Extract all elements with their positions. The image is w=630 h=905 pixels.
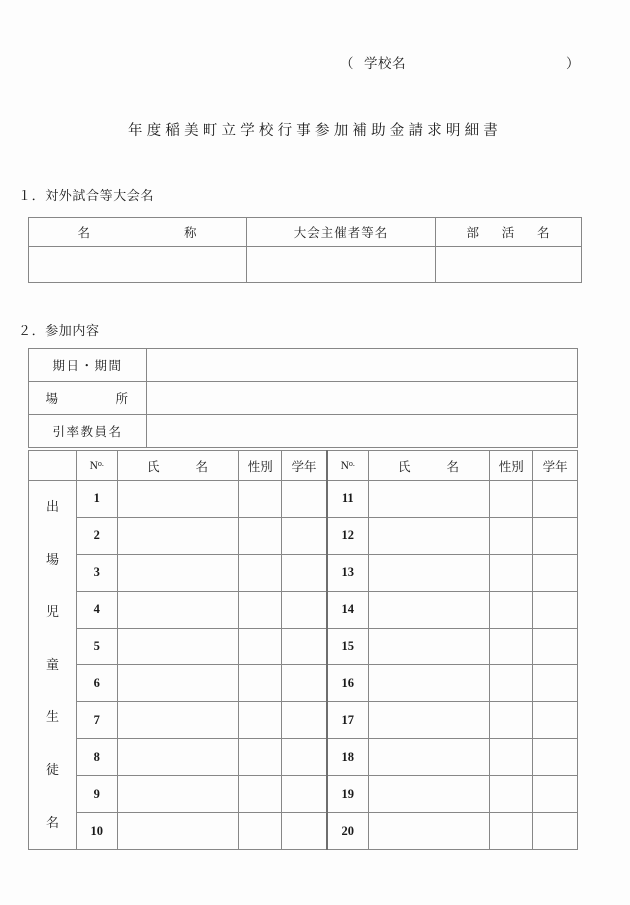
table-row bbox=[29, 813, 578, 850]
event-name-input[interactable] bbox=[29, 247, 247, 283]
row-number-left: 1 bbox=[76, 481, 117, 518]
vertical-label-char: 童 bbox=[45, 656, 59, 672]
column-header-name bbox=[29, 218, 247, 247]
column-header-name-left-text: 氏名 bbox=[146, 459, 209, 474]
table-row bbox=[29, 554, 578, 591]
row-number-left: 5 bbox=[76, 628, 117, 665]
student-gender-input-right[interactable] bbox=[490, 702, 533, 739]
student-name-input-right[interactable] bbox=[368, 702, 490, 739]
student-name-input-right[interactable] bbox=[368, 517, 490, 554]
column-header-name-left bbox=[117, 451, 239, 481]
student-name-input-right[interactable] bbox=[368, 739, 490, 776]
column-header-no-left: $N^{o.}$ bbox=[76, 451, 117, 481]
row-number-right: 16 bbox=[327, 665, 368, 702]
student-gender-input-left[interactable] bbox=[239, 776, 282, 813]
student-gender-input-right[interactable] bbox=[490, 776, 533, 813]
student-grade-input-left[interactable] bbox=[282, 481, 327, 518]
row-label-teacher: 引率教員名 bbox=[29, 415, 147, 448]
roster-header-row bbox=[29, 451, 578, 481]
row-number-left: 3 bbox=[76, 554, 117, 591]
table-row bbox=[29, 702, 578, 739]
row-number-left: 9 bbox=[76, 776, 117, 813]
row-number-left: 4 bbox=[76, 591, 117, 628]
table-row bbox=[29, 591, 578, 628]
column-header-grade-right: 学年 bbox=[533, 451, 578, 481]
student-grade-input-left[interactable] bbox=[282, 813, 327, 850]
column-header-gender-left: 性別 bbox=[239, 451, 282, 481]
student-gender-input-left[interactable] bbox=[239, 628, 282, 665]
table-row bbox=[29, 349, 578, 382]
row-number-right: 18 bbox=[327, 739, 368, 776]
student-grade-input-right[interactable] bbox=[533, 554, 578, 591]
row-number-right: 11 bbox=[327, 481, 368, 518]
paren-close: ） bbox=[566, 56, 580, 71]
school-name-field[interactable] bbox=[340, 52, 580, 72]
student-name-input-right[interactable] bbox=[368, 554, 490, 591]
student-name-input-right[interactable] bbox=[368, 591, 490, 628]
student-name-input-left[interactable] bbox=[117, 702, 239, 739]
vertical-label-char: 児 bbox=[45, 604, 59, 620]
student-gender-input-left[interactable] bbox=[239, 739, 282, 776]
student-name-input-left[interactable] bbox=[117, 813, 239, 850]
student-gender-input-right[interactable] bbox=[490, 554, 533, 591]
student-name-input-left[interactable] bbox=[117, 628, 239, 665]
column-header-grade-left: 学年 bbox=[282, 451, 327, 481]
section-1-heading: １．対外試合等大会名 bbox=[18, 188, 155, 203]
row-label-place-text: 場所 bbox=[45, 392, 130, 406]
vertical-label-char: 名 bbox=[45, 814, 59, 830]
table-row bbox=[29, 739, 578, 776]
student-gender-input-right[interactable] bbox=[490, 628, 533, 665]
student-name-input-left[interactable] bbox=[117, 776, 239, 813]
period-input[interactable] bbox=[147, 349, 578, 382]
row-number-left: 7 bbox=[76, 702, 117, 739]
roster-vertical-label bbox=[29, 481, 77, 850]
vertical-label-char: 出 bbox=[45, 499, 59, 515]
student-gender-input-left[interactable] bbox=[239, 813, 282, 850]
student-grade-input-left[interactable] bbox=[282, 628, 327, 665]
student-name-input-left[interactable] bbox=[117, 554, 239, 591]
row-number-left: 2 bbox=[76, 517, 117, 554]
row-number-right: 20 bbox=[327, 813, 368, 850]
student-gender-input-left[interactable] bbox=[239, 591, 282, 628]
table-header-row bbox=[29, 218, 582, 247]
student-gender-input-left[interactable] bbox=[239, 702, 282, 739]
row-number-right: 14 bbox=[327, 591, 368, 628]
student-gender-input-right[interactable] bbox=[490, 481, 533, 518]
teacher-input[interactable] bbox=[147, 415, 578, 448]
table-row bbox=[29, 382, 578, 415]
student-name-input-left[interactable] bbox=[117, 665, 239, 702]
student-grade-input-right[interactable] bbox=[533, 481, 578, 518]
row-number-left: 8 bbox=[76, 739, 117, 776]
row-number-left: 10 bbox=[76, 813, 117, 850]
column-header-no-right: $N^{o.}$ bbox=[327, 451, 368, 481]
student-grade-input-left[interactable] bbox=[282, 665, 327, 702]
student-name-input-right[interactable] bbox=[368, 481, 490, 518]
no-superscript: o. bbox=[97, 459, 104, 469]
row-number-right: 19 bbox=[327, 776, 368, 813]
student-grade-input-left[interactable] bbox=[282, 554, 327, 591]
row-number-right: 13 bbox=[327, 554, 368, 591]
page-title: 年度稲美町立学校行事参加補助金請求明細書 bbox=[128, 123, 502, 139]
student-gender-input-right[interactable] bbox=[490, 517, 533, 554]
column-header-name-right-text: 氏名 bbox=[398, 459, 460, 474]
student-gender-input-right[interactable] bbox=[490, 591, 533, 628]
student-name-input-right[interactable] bbox=[368, 776, 490, 813]
row-number-right: 15 bbox=[327, 628, 368, 665]
student-grade-input-left[interactable] bbox=[282, 776, 327, 813]
column-header-name-text: 名称 bbox=[77, 226, 198, 240]
table-row bbox=[29, 247, 582, 283]
row-number-right: 12 bbox=[327, 517, 368, 554]
row-number-left: 6 bbox=[76, 665, 117, 702]
column-header-gender-right: 性別 bbox=[490, 451, 533, 481]
student-grade-input-left[interactable] bbox=[282, 739, 327, 776]
event-host-input[interactable] bbox=[247, 247, 436, 283]
row-label-period: 期日・期間 bbox=[29, 349, 147, 382]
table-row bbox=[29, 415, 578, 448]
event-name-table bbox=[28, 217, 582, 283]
column-header-name-right bbox=[368, 451, 490, 481]
table-row bbox=[29, 517, 578, 554]
student-grade-input-left[interactable] bbox=[282, 702, 327, 739]
student-grade-input-right[interactable] bbox=[533, 776, 578, 813]
student-grade-input-right[interactable] bbox=[533, 517, 578, 554]
table-row bbox=[29, 665, 578, 702]
table-row bbox=[29, 628, 578, 665]
section-2-heading: ２．参加内容 bbox=[18, 323, 100, 338]
student-grade-input-right[interactable] bbox=[533, 591, 578, 628]
student-grade-input-right[interactable] bbox=[533, 628, 578, 665]
no-superscript: o. bbox=[348, 459, 355, 469]
column-header-club bbox=[436, 218, 582, 247]
student-grade-input-right[interactable] bbox=[533, 813, 578, 850]
student-grade-input-left[interactable] bbox=[282, 591, 327, 628]
column-header-club-text: 部活名 bbox=[466, 226, 551, 240]
table-row bbox=[29, 776, 578, 813]
student-gender-input-left[interactable] bbox=[239, 517, 282, 554]
student-name-input-right[interactable] bbox=[368, 813, 490, 850]
student-roster-table bbox=[28, 450, 578, 850]
student-grade-input-left[interactable] bbox=[282, 517, 327, 554]
student-gender-input-right[interactable] bbox=[490, 813, 533, 850]
table-row bbox=[29, 481, 578, 518]
row-number-right: 17 bbox=[327, 702, 368, 739]
student-gender-input-left[interactable] bbox=[239, 554, 282, 591]
school-name-label: 学校名 bbox=[364, 56, 406, 71]
vertical-label-char: 徒 bbox=[45, 761, 59, 777]
vertical-label-char: 生 bbox=[45, 709, 59, 725]
row-label-place bbox=[29, 382, 147, 415]
participation-detail-table bbox=[28, 348, 578, 448]
student-name-input-left[interactable] bbox=[117, 591, 239, 628]
student-name-input-right[interactable] bbox=[368, 628, 490, 665]
student-gender-input-right[interactable] bbox=[490, 739, 533, 776]
column-header-host: 大会主催者等名 bbox=[247, 218, 436, 247]
student-gender-input-left[interactable] bbox=[239, 481, 282, 518]
student-name-input-left[interactable] bbox=[117, 739, 239, 776]
event-club-input[interactable] bbox=[436, 247, 582, 283]
student-name-input-right[interactable] bbox=[368, 665, 490, 702]
paren-open: （ bbox=[340, 56, 354, 71]
student-grade-input-right[interactable] bbox=[533, 665, 578, 702]
student-grade-input-right[interactable] bbox=[533, 739, 578, 776]
place-input[interactable] bbox=[147, 382, 578, 415]
vertical-label-char: 場 bbox=[45, 551, 59, 567]
student-gender-input-right[interactable] bbox=[490, 665, 533, 702]
roster-corner-cell bbox=[29, 451, 77, 481]
student-name-input-left[interactable] bbox=[117, 481, 239, 518]
student-name-input-left[interactable] bbox=[117, 517, 239, 554]
student-grade-input-right[interactable] bbox=[533, 702, 578, 739]
student-gender-input-left[interactable] bbox=[239, 665, 282, 702]
